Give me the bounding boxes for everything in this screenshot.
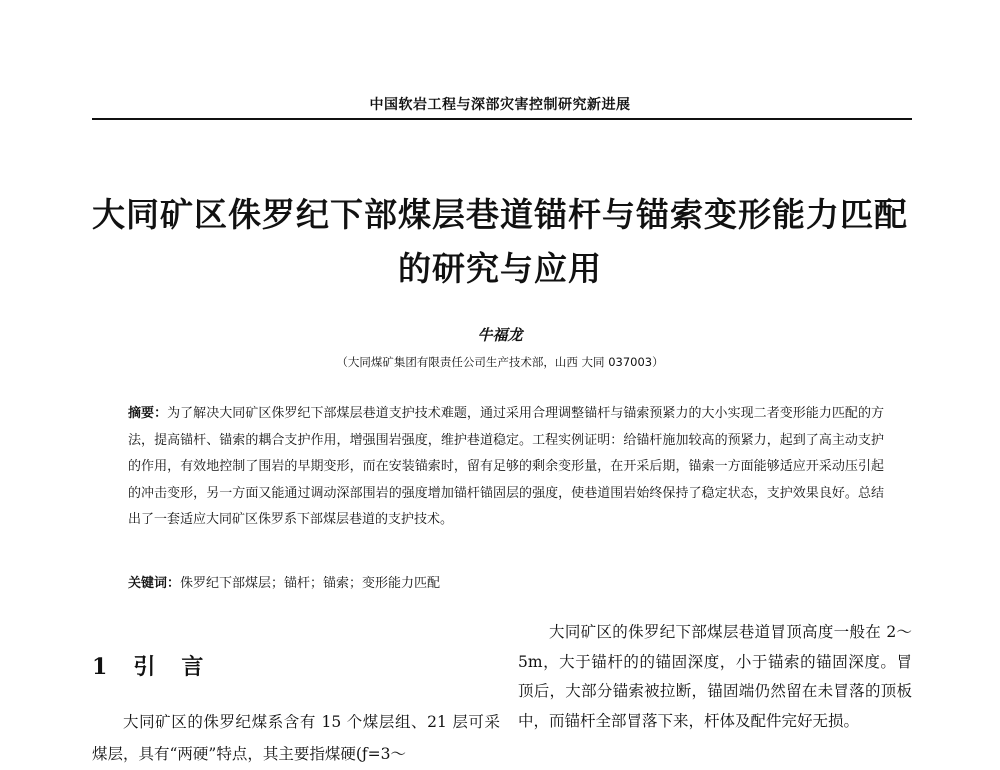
keywords	[128, 572, 884, 591]
section-heading-introduction	[92, 650, 229, 681]
body-right-column: 大同矿区的侏罗纪下部煤层巷道冒顶高度一般在 2～5m，大于锚杆的的锚固深度，小于锚索的锚固深度。冒顶后，大部分锚索被拉断，锚固端仍然留在未冒落的顶板中，而锚杆全部冒落下来，杆体及配件完好无损。	[518, 623, 912, 730]
section-number: 1	[92, 654, 108, 680]
body-left-column: 大同矿区的侏罗纪煤系含有 15 个煤层组、21 层可采煤层，具有“两硬”特点，其主要指煤硬(ƒ=3～	[92, 713, 500, 763]
paper-title: 大同矿区侏罗纪下部煤层巷道锚杆与锚索变形能力匹配的研究与应用	[92, 195, 908, 288]
affiliation: （大同煤矿集团有限责任公司生产技术部，山西 大同 037003）	[336, 355, 664, 369]
abstract	[128, 401, 884, 534]
abstract-text: 为了解决大同矿区侏罗纪下部煤层巷道支护技术难题，通过采用合理调整锚杆与锚索预紧力的大小实现二者变形能力匹配的方法，提高锚杆、锚索的耦合支护作用，增强围岩强度，维护巷道稳定。工程实例证明：给锚杆施加较高的预紧力，起到了高主动支护的作用，有效地控制了围岩的早期变形，而在安装锚索时，留有足够的剩余变形量，在开采后期，锚索一方面能够适应开采动压引起的冲击变形，另一方面又能通过调动深部围岩的强度增加锚杆锚固层的强度，使巷道围岩始终保持了稳定状态，支护效果良好。总结出了一套适应大同矿区侏罗系下部煤层巷道的支护技术。	[128, 406, 884, 528]
keywords-label: 关键词：	[128, 576, 181, 591]
section-title: 引言	[133, 654, 230, 680]
header-rule	[92, 118, 912, 120]
keywords-text: 侏罗纪下部煤层；锚杆；锚索；变形能力匹配	[180, 576, 441, 591]
abstract-label: 摘要：	[128, 406, 168, 421]
running-header: 中国软岩工程与深部灾害控制研究新进展	[369, 97, 631, 113]
author: 牛福龙	[477, 326, 523, 344]
